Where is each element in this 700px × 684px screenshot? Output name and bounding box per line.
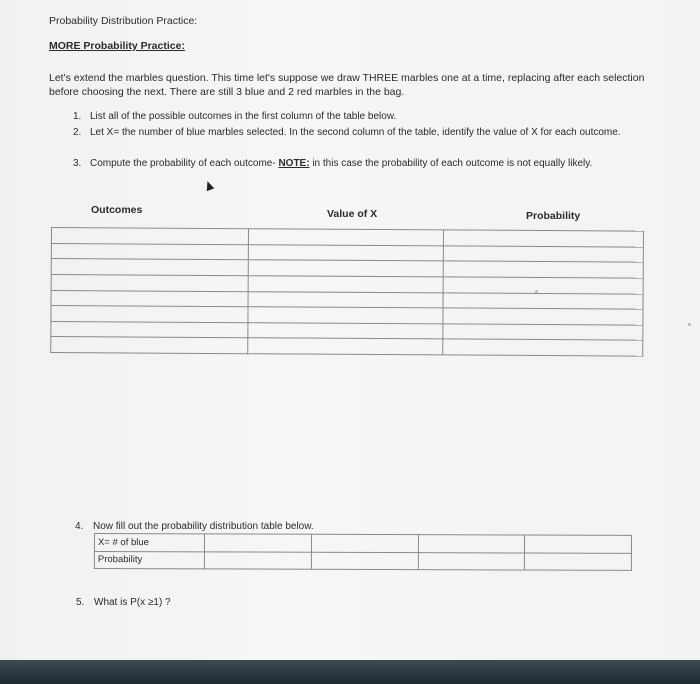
outcomes-cell (51, 274, 248, 291)
distribution-row-label: X= # of blue (94, 534, 204, 552)
outcomes-cell (248, 276, 444, 293)
distribution-table (94, 533, 632, 571)
item-1-number: 1. (73, 111, 82, 122)
outcomes-cell (51, 290, 248, 307)
outcomes-cell (444, 230, 644, 247)
distribution-cell (311, 552, 418, 570)
outcomes-cell (247, 338, 443, 355)
outcomes-cell (51, 337, 248, 354)
header-outcomes: Outcomes (91, 204, 143, 216)
item-5-number: 5. (76, 597, 85, 608)
outcomes-table (50, 227, 644, 357)
outcomes-cell (443, 339, 643, 356)
outcomes-cell (443, 308, 643, 325)
distribution-row (94, 534, 631, 553)
outcomes-cell (248, 229, 444, 246)
outcomes-row (51, 337, 643, 356)
header-probability: Probability (526, 210, 581, 222)
item-4-text: Now fill out the probability distribution table below. (93, 521, 314, 532)
item-2-text: Let X= the number of blue marbles selected. In the second column of the table, identify the value of X for each outcome. (90, 127, 621, 138)
item-3-note: NOTE: (278, 158, 310, 169)
section-heading: MORE Probability Practice: (49, 40, 185, 52)
distribution-row (94, 551, 631, 570)
header-value-of-x: Value of X (327, 208, 378, 220)
item-5-text: What is P(x ≥1) ? (94, 597, 171, 608)
item-3-number: 3. (73, 158, 82, 169)
item-1-text: List all of the possible outcomes in the first column of the table below. (90, 111, 397, 122)
outcomes-cell (248, 307, 444, 324)
outcomes-cell (51, 228, 248, 245)
outcomes-cell (248, 244, 444, 261)
outcomes-cell (51, 259, 248, 276)
outcomes-cell (51, 306, 248, 323)
outcomes-cell (444, 261, 644, 278)
outcomes-cell (248, 291, 444, 308)
outcomes-cell (443, 324, 643, 341)
paper-speck (535, 290, 538, 293)
distribution-cell (525, 553, 632, 571)
desk-surface (0, 660, 700, 684)
intro-paragraph: Let's extend the marbles question. This time let's suppose we draw THREE marbles one at a time, replacing after each selection before choosing the next. There are still 3 blue and 2 red marbles in the bag. (49, 72, 645, 98)
outcomes-cell (444, 246, 644, 263)
distribution-row-label: Probability (94, 551, 204, 569)
outcomes-cell (51, 321, 248, 338)
outcomes-cell (443, 292, 643, 309)
outcomes-cell (247, 322, 443, 339)
outcomes-cell (51, 243, 248, 260)
paper-speck (688, 323, 691, 326)
item-3-text-a: Compute the probability of each outcome- (90, 158, 279, 169)
item-3-text-b: in this case the probability of each outcome is not equally likely. (309, 158, 593, 169)
distribution-cell (204, 551, 311, 569)
outcomes-cell (248, 260, 444, 277)
distribution-cell (418, 552, 525, 570)
distribution-cell (525, 535, 632, 553)
item-2-number: 2. (73, 127, 82, 138)
item-3-text (90, 157, 640, 171)
distribution-cell (418, 535, 525, 553)
distribution-cell (311, 534, 418, 552)
outcomes-cell (443, 277, 643, 294)
item-4-number: 4. (75, 521, 84, 532)
distribution-cell (204, 534, 311, 552)
worksheet-title: Probability Distribution Practice: (49, 15, 198, 27)
